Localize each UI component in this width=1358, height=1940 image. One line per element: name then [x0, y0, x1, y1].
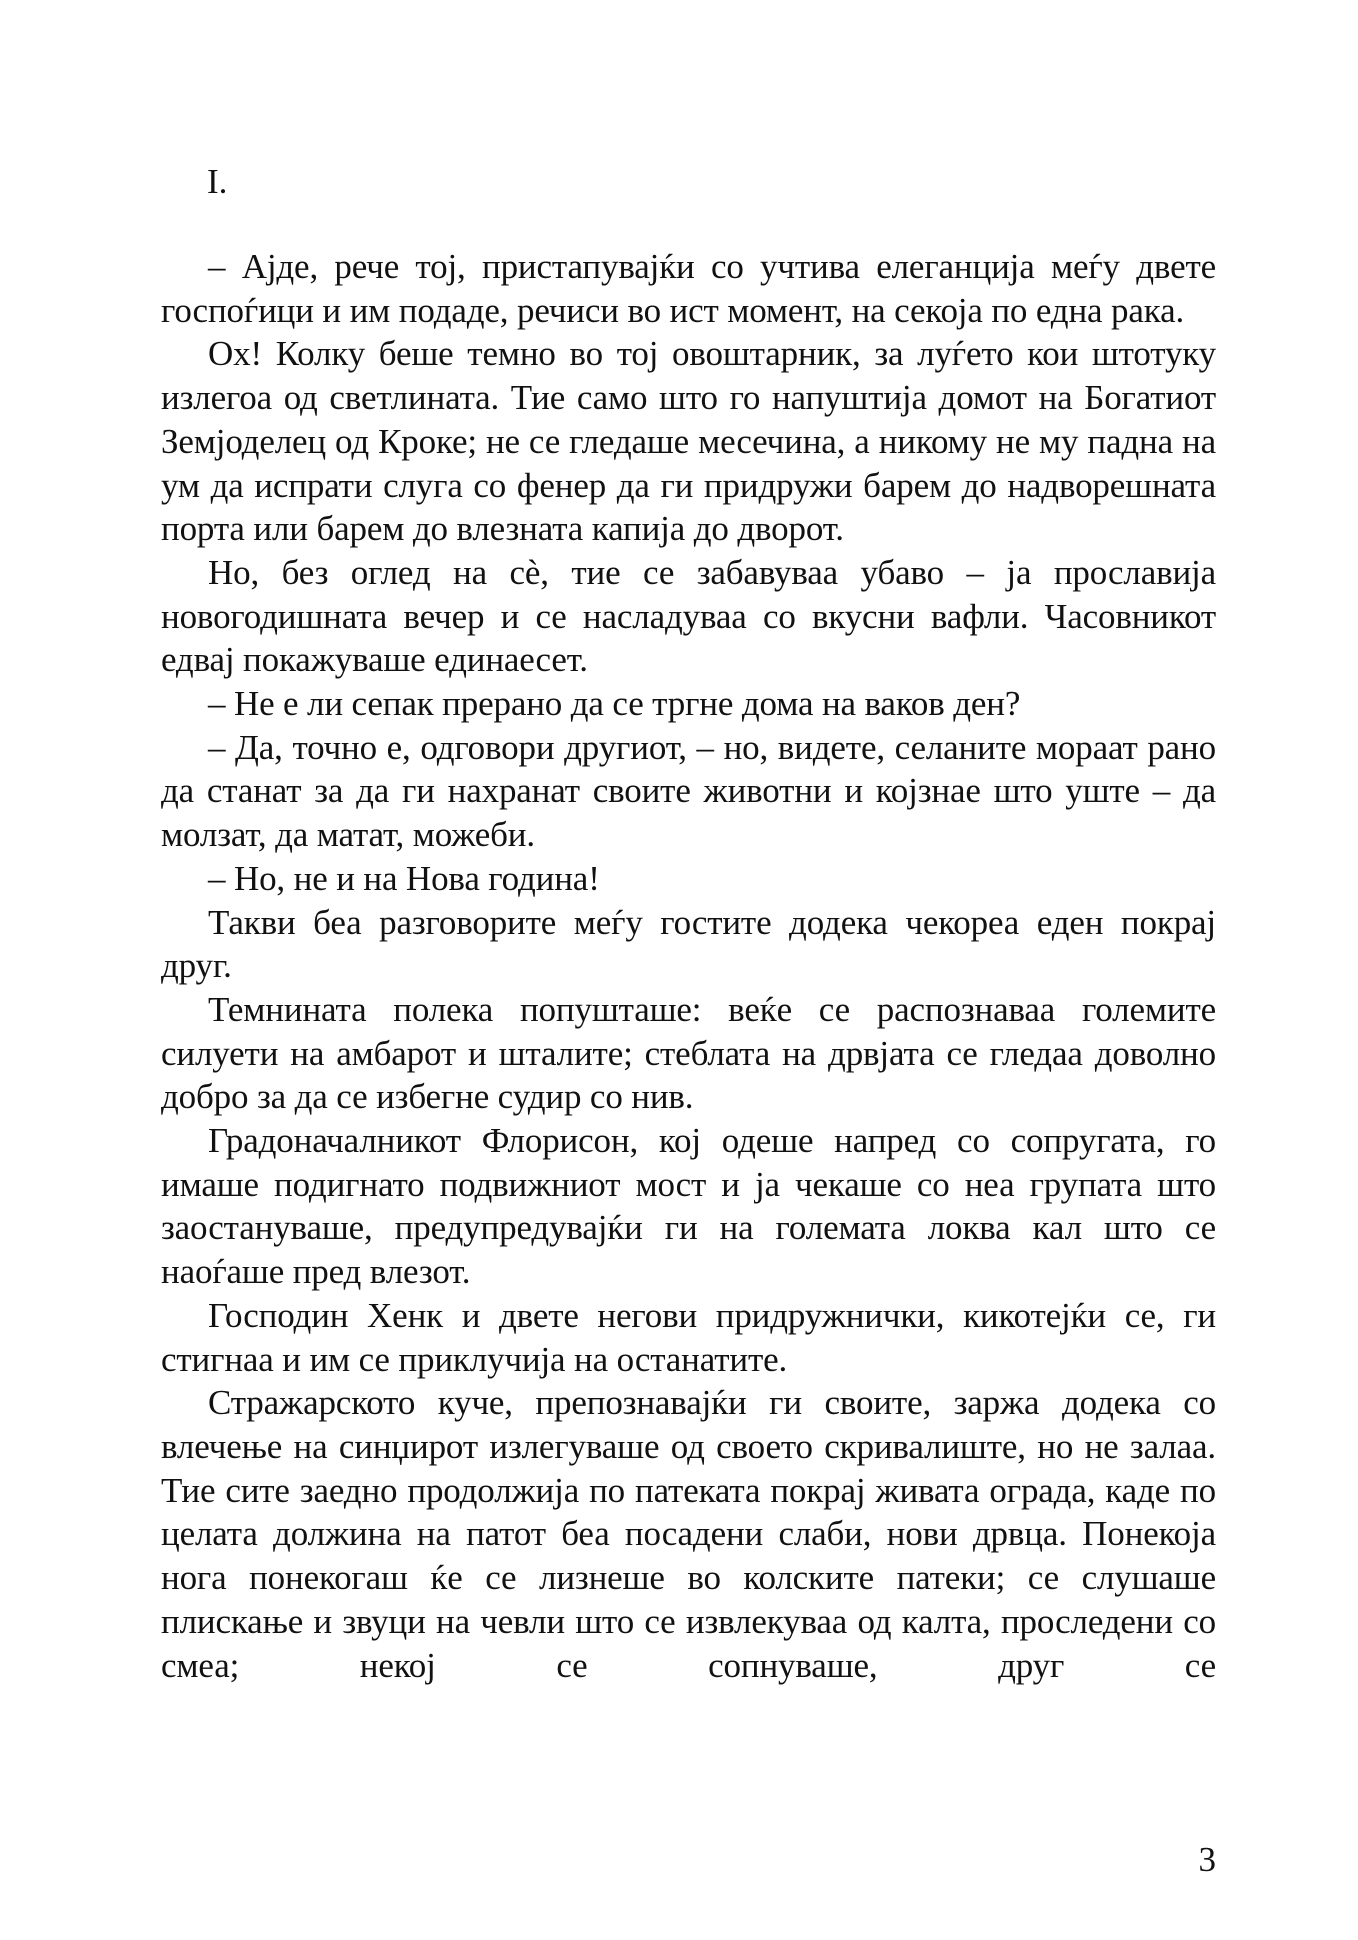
- paragraph: Ох! Колку беше темно во тој овоштарник, за луѓето кои штотуку излегоа од светлината. Тие само што го напуштија домот на Богатиот Земјоделец од Кроке; не се гледаше месечина, а никому не му падна на ум да испрати слуга со фенер да ги придружи барем до надворешната порта или барем до влезната капија до дворот.: [161, 334, 1216, 549]
- chapter-heading: I.: [207, 162, 228, 201]
- paragraph: Такви беа разговорите меѓу гостите додека чекореа еден покрај друг.: [161, 902, 1216, 986]
- paragraph: Градоначалникот Флорисон, кој одеше напред со сопругата, го имаше подигнато подвижниот мост и ја чекаше со неа групата што заостануваше, предупредувајќи ги на големата локва кал што се наоѓаше пред влезот.: [161, 1121, 1216, 1292]
- paragraph: Темнината полека попушташе: веќе се распознаваа големите силуети на амбарот и шталите; стеблата на дрвјата се гледаа доволно добро за да се избегне судир со нив.: [161, 989, 1216, 1117]
- paragraph: – Да, точно е, одговори другиот, – но, видете, селаните мораат рано да станат за да ги нахранат своите животни и којзнае што уште – да молзат, да матат, можеби.: [161, 727, 1216, 855]
- paragraph: Но, без оглед на сè, тие се забавуваа убаво – ја прославија новогодишната вечер и се насладуваа со вкусни вафли. Часовникот едвај покажуваше единаесет.: [161, 552, 1216, 680]
- paragraph: – Не е ли сепак прерано да се тргне дома на ваков ден?: [208, 684, 1021, 724]
- paragraph: Стражарското куче, препознавајќи ги своите, заржа додека со влечење на синџирот излегуваше од своето скривалиште, но не залаа. Тие сите заедно продолжија по патеката покрај живата ограда, каде по целата должина на патот беа посадени слаби, нови дрвца. Понекоја нога понекогаш ќе се лизнеше во колските патеки; се слушаше плискање и звуци на чевли што се извлекуваа од калта, проследени со смеа; некој се сопнуваше, друг се: [161, 1383, 1216, 1685]
- paragraph: – Ајде, рече тој, пристапувајќи со учтива елеганција меѓу двете госпоѓици и им подаде, речиси во ист момент, на секоја по една рака.: [161, 247, 1216, 330]
- paragraph: – Но, не и на Нова година!: [208, 858, 600, 898]
- body-text: [161, 245, 1216, 1687]
- paragraph: Господин Хенк и двете негови придружнички, кикотејќи се, ги стигнаа и им се приклучија на останатите.: [161, 1295, 1216, 1379]
- page-number: 3: [1198, 1840, 1216, 1879]
